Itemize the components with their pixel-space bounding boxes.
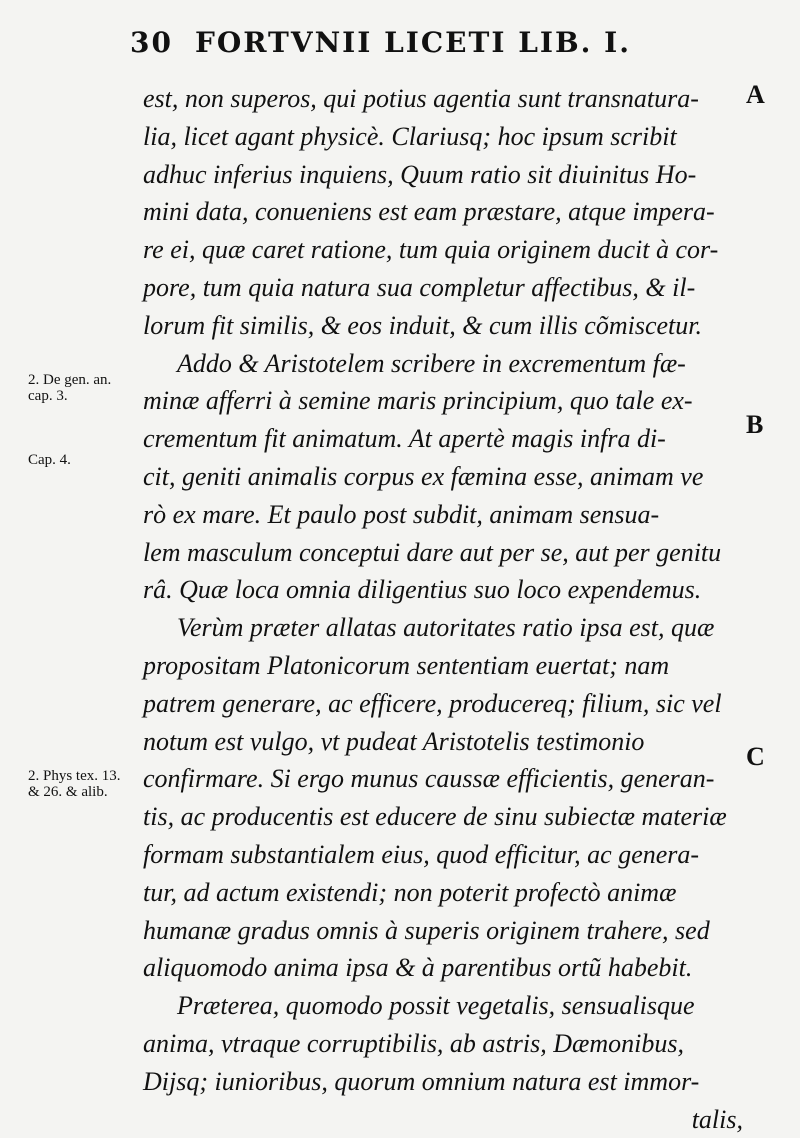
text-line: humanæ gradus omnis à superis originem trahere, sed [143,915,710,945]
text-line: minæ afferri à semine maris principium, quo tale ex- [143,386,693,416]
text-line: propositam Platonicorum sententiam euertat; nam [143,650,670,680]
marginal-note [28,372,111,404]
marginal-note [28,768,121,800]
text-line: cit, geniti animalis corpus ex fæmina esse, animam ve [143,461,704,491]
text-line: lem masculum conceptui dare aut per se, aut per genitu [143,537,722,567]
text-line: Dijsq; iunioribus, quorum omnium natura est immor- [143,1066,700,1096]
text-line: formam substantialem eius, quod efficitur, ac genera- [143,839,700,869]
marginal-note-line: Cap. 4. [28,452,71,468]
marginal-note-line: 2. De gen. an. [28,372,112,388]
text-line: tis, ac producentis est educere de sinu subiectæ materiæ [143,802,727,832]
text-line: notum est vulgo, vt pudeat Aristotelis testimonio [143,726,645,756]
text-line: lorum fit similis, & eos induit, & cum illis cõmiscetur. [143,310,702,340]
text-line: Præterea, quomodo possit vegetalis, sensualisque [177,991,695,1021]
marginal-note [28,452,71,468]
text-line: tur, ad actum existendi; non poterit profectò animæ [143,877,677,907]
text-line: patrem generare, ac efficere, producereq; filium, sic vel [143,688,722,718]
page-number: 30 [130,26,173,59]
text-line: adhuc inferius inquiens, Quum ratio sit diuinitus Ho- [143,159,697,189]
marginal-note-line: & 26. & alib. [28,784,108,800]
main-text-block [143,80,743,1138]
text-line: pore, tum quia natura sua completur affectibus, & il- [143,272,696,302]
text-line: rò ex mare. Et paulo post subdit, animam sensua- [143,499,660,529]
text-line: râ. Quæ loca omnia diligentius suo loco expendemus. [143,575,702,605]
text-line: aliquomodo anima ipsa & à parentibus ortũ habebit. [143,953,693,983]
text-line: mini data, conueniens est eam præstare, atque impera- [143,197,715,227]
section-letter-c: C [746,742,765,771]
marginal-note-line: 2. Phys tex. 13. [28,768,121,784]
text-line: anima, vtraque corruptibilis, ab astris, Dæmonibus, [143,1028,684,1058]
text-line: confirmare. Si ergo munus caussæ efficientis, generan- [143,764,715,794]
running-title: FORTVNII LICETI LIB. I. [194,26,631,59]
section-letter-b: B [746,410,764,439]
marginal-note-line: cap. 3. [28,388,68,404]
section-letter-a: A [746,80,765,109]
text-line: lia, licet agant physicè. Clariusq; hoc ipsum scribit [143,121,677,151]
catchword: talis, [691,1104,743,1134]
text-line: Addo & Aristotelem scribere in excrementum fæ- [177,348,686,378]
text-line: Verùm præter allatas autoritates ratio ipsa est, quæ [177,613,715,643]
text-line: re ei, quæ caret ratione, tum quia originem ducit à cor- [143,235,719,265]
text-line: crementum fit animatum. At apertè magis infra di- [143,424,666,454]
text-line: est, non superos, qui potius agentia sunt transnatura- [143,84,699,113]
running-header [130,26,631,59]
